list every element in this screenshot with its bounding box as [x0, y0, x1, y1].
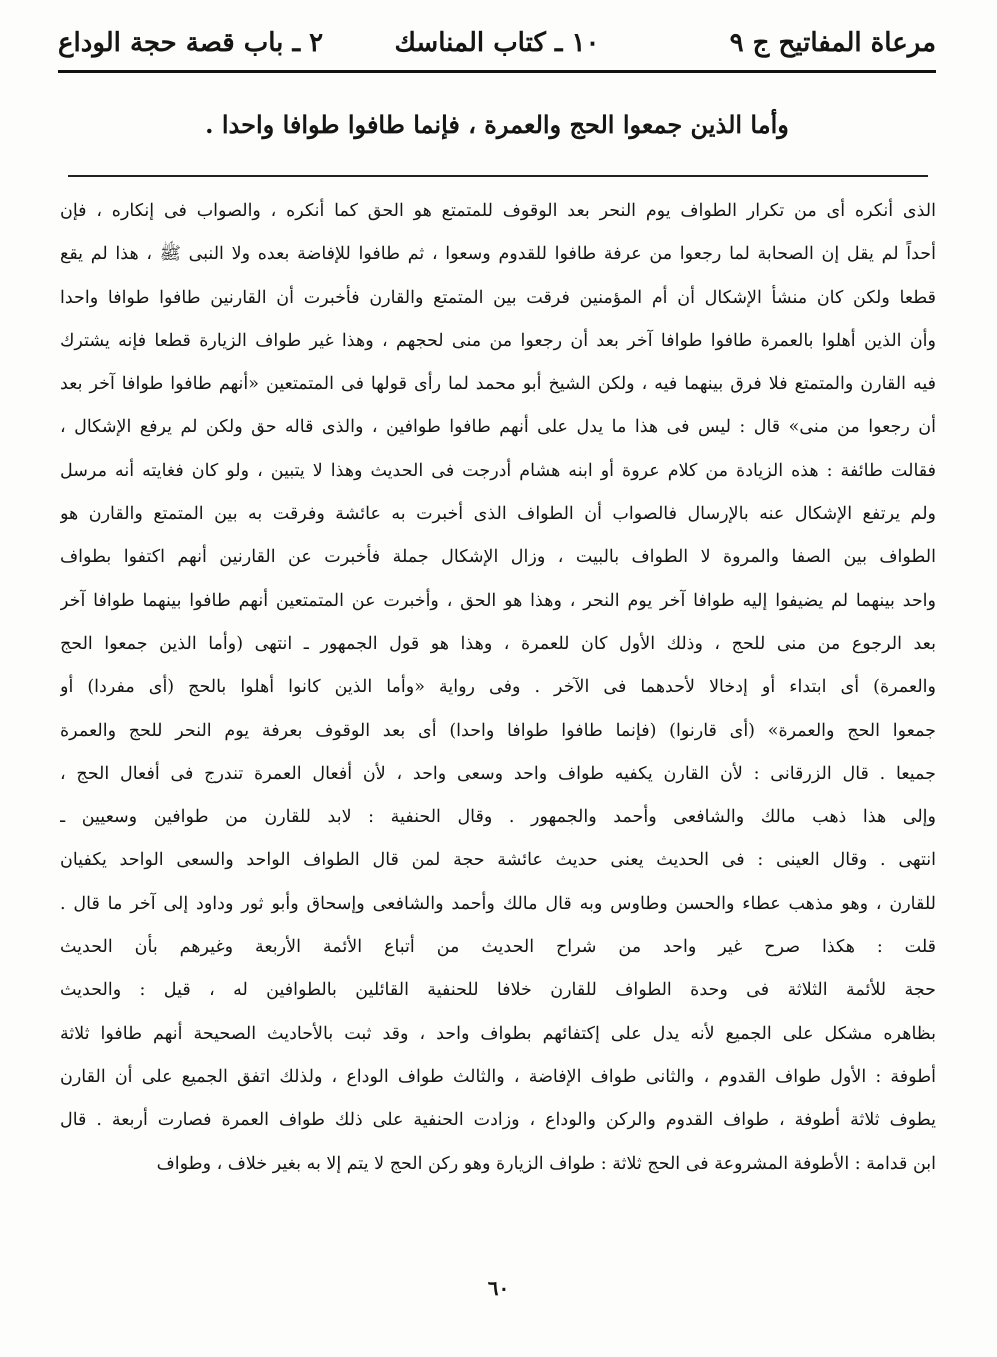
header-divider	[58, 70, 936, 73]
hadith-text: وأما الذين جمعوا الحج والعمرة ، فإنما طافوا طوافا واحدا .	[205, 110, 789, 139]
commentary-line: يطوف ثلاثة أطوفة ، طواف القدوم والركن والوداع ، وزادت الحنفية على ذلك طواف العمرة فصارت أربعة . قال	[60, 1110, 936, 1131]
commentary-line: أطوفة : الأول طواف القدوم ، والثانى طواف الإفاضة ، والثالث طواف الوداع ، ولذلك اتفق الجميع على أن القارن	[60, 1066, 936, 1087]
commentary-line: فقالت طائفة : هذه الزيادة من كلام عروة أو ابنه هشام أدرجت فى الحديث وهذا لا يتبين ، ولو كان فغايته أنه مرسل	[60, 460, 936, 481]
commentary-line: والعمرة) أى ابتداء أو إدخالا لأحدهما فى الآخر . وفى رواية «وأما الذين كانوا أهلوا بالحج (أى مفردا) أو	[60, 677, 936, 698]
commentary-line: انتهى . وقال العينى : فى الحديث يعنى حديث عائشة حجة لمن قال الطواف الواحد والسعى الواحد يكفيان	[60, 850, 936, 871]
running-header	[58, 18, 936, 68]
commentary-line: ابن قدامة : الأطوفة المشروعة فى الحج ثلاثة : طواف الزيارة وهو ركن الحج لا يتم إلا به بغير خلاف ، وطواف	[156, 1153, 936, 1174]
commentary-line: الذى أنكره أى من تكرار الطواف يوم النحر بعد الوقوف للمتمتع هو الحق كما أنكره ، والصواب فى إنكاره ، فإن	[60, 201, 936, 221]
commentary-line: واحد بينهما لم يضيفوا إليه طوافا آخر يوم النحر ، وهذا هو الحق ، وأخبرت عن المتمتعين أنهم طافوا بينهما طوافا آخر	[60, 590, 936, 611]
commentary-line: جمعوا الحج والعمرة» (أى قارنوا) (فإنما طافوا طوافا واحدا) أى بعد الوقوف بعرفة يوم النحر للحج والعمرة	[60, 720, 936, 741]
commentary-line: قطعا ولكن كان منشأ الإشكال أن أم المؤمنين فرقت بين المتمتع والقارن فأخبرت أن القارنين طافوا طوافا واحدا	[60, 287, 936, 308]
commentary-line: ولم يرتفع الإشكال عنه بالإرسال فالصواب أن الطواف الذى أخبرت به عائشة وفرقت به بين المتمتع والقارن هو	[60, 504, 936, 525]
commentary-line: جميعا . قال الزرقانى : لأن القارن يكفيه طواف واحد وسعى واحد ، لأن أفعال العمرة تندرج فى أفعال الحج ،	[60, 763, 936, 784]
commentary-line: وأن الذين أهلوا بالعمرة طافوا طوافا آخر بعد أن رجعوا من منى لحجهم ، وهذا غير طواف الزيارة قطعا فإنه يشترك	[60, 330, 936, 351]
commentary-line: قلت : هكذا صرح غير واحد من شراح الحديث من أتباع الأئمة الأربعة وغيرهم بأن الحديث	[60, 937, 936, 958]
header-chapter-title: ١٠ ـ كتاب المناسك	[394, 28, 600, 58]
text-divider	[68, 175, 928, 177]
commentary-line: أحداً لم يقل إن الصحابة لما رجعوا من عرفة طافوا للقدوم وسعوا ، ثم طافوا للإفاضة بعده ولا النبى ﷺ ، هذا لم يقع	[60, 244, 936, 265]
commentary-line: بعد الرجوع من منى للحج ، وذلك الأول كان للعمرة ، وهذا هو قول الجمهور ـ انتهى (وأما الذين جمعوا الحج	[60, 633, 936, 654]
commentary-line: أن رجعوا من منى» قال : ليس فى هذا ما يدل على أنهم طافوا طوافين ، والذى قاله حق ولكن لم يرفع الإشكال ،	[60, 417, 936, 438]
commentary-line: فيه القارن والمتمتع فلا فرق بينهما فيه ، ولكن الشيخ أبو محمد لما رأى قولها فى المتمتعين «أنهم طافوا طوافا آخر بعد	[60, 374, 936, 395]
commentary-line: بظاهره مشكل على الجميع لأنه يدل على إكتفائهم بطواف واحد ، وقد ثبت بالأحاديث الصحيحة أنهم طافوا ثلاثة	[60, 1023, 936, 1044]
commentary-block	[60, 190, 936, 1186]
commentary-line: وإلى هذا ذهب مالك والشافعى وأحمد والجمهور . وقال الحنفية : لابد للقارن من طوافين وسعيين ـ	[60, 807, 936, 828]
header-section-title: ٢ ـ باب قصة حجة الوداع	[58, 28, 324, 58]
header-book-title: مرعاة المفاتيح ج ٩	[729, 28, 936, 58]
commentary-line: للقارن ، وهو مذهب عطاء والحسن وطاوس وبه قال مالك وأحمد والشافعى وإسحاق وأبو ثور وداود إلى آخر ما قال .	[60, 893, 936, 914]
commentary-line: حجة للأئمة الثلاثة فى وحدة الطواف للقارن خلافا للحنفية القائلين بالطوافين له ، قيل : والحديث	[60, 980, 936, 1001]
page-number: ٦٠	[487, 1276, 510, 1300]
commentary-line: الطواف بين الصفا والمروة لا الطواف بالبيت ، وزال الإشكال جملة فأخبرت عن القارنين أنهم اكتفوا بطواف	[60, 547, 936, 568]
